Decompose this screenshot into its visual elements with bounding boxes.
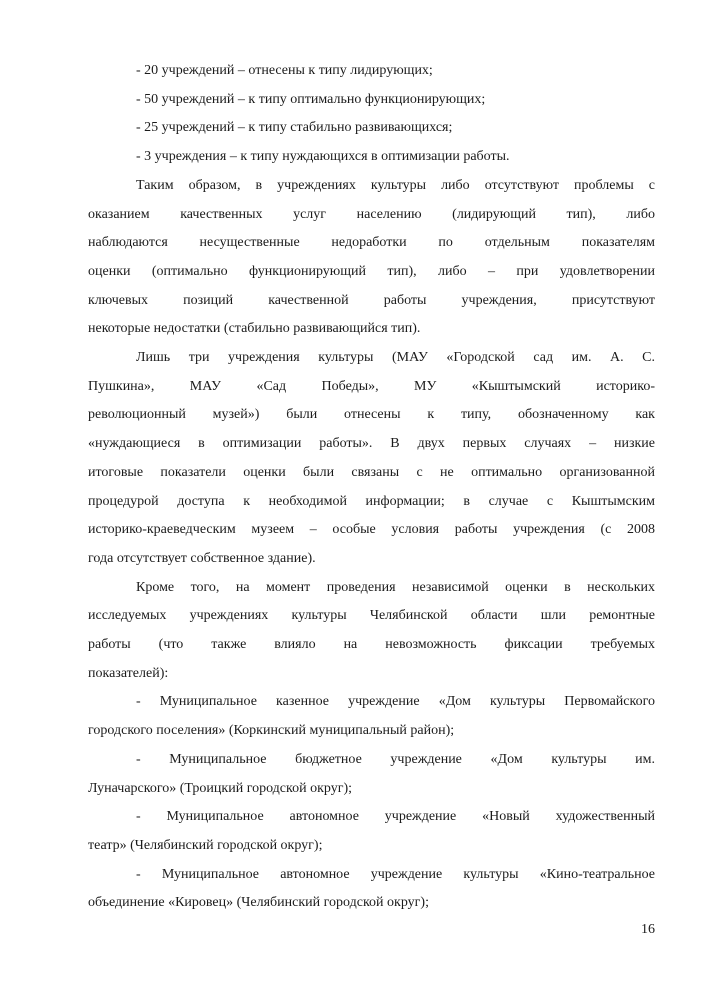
text-line: Таким образом, в учреждениях культуры либо отсутствуют проблемы с	[136, 177, 655, 193]
text-line: Кроме того, на момент проведения независимой оценки в нескольких	[136, 579, 655, 595]
text-line: объединение «Кировец» (Челябинский городской округ);	[88, 895, 429, 911]
text-line: Лишь три учреждения культуры (МАУ «Городской сад им. А. С.	[136, 350, 655, 366]
text-line: года отсутствует собственное здание).	[88, 550, 316, 566]
paragraph	[88, 803, 655, 860]
paragraph	[88, 172, 655, 344]
paragraph	[88, 114, 655, 143]
text-line: итоговые показатели оценки были связаны с не оптимально организованной	[88, 464, 655, 480]
paragraph	[88, 861, 655, 918]
text-line: театр» (Челябинский городской округ);	[88, 837, 323, 853]
text-line: ключевых позиций качественной работы учреждения, присутствуют	[88, 292, 655, 308]
text-line: процедурой доступа к необходимой информации; в случае с Кыштымским	[88, 493, 655, 509]
paragraph	[88, 57, 655, 86]
text-line: исследуемых учреждениях культуры Челябинской области шли ремонтные	[88, 608, 655, 624]
text-line: - 25 учреждений – к типу стабильно развивающихся;	[136, 120, 453, 136]
paragraph	[88, 574, 655, 689]
text-line: - Муниципальное автономное учреждение культуры «Кино-театральное	[136, 866, 655, 882]
text-line: историко-краеведческим музеем – особые условия работы учреждения (с 2008	[88, 522, 655, 538]
text-line: оказанием качественных услуг населению (лидирующий тип), либо	[88, 206, 655, 222]
paragraph	[88, 86, 655, 115]
text-line: - 3 учреждения – к типу нуждающихся в оптимизации работы.	[136, 149, 510, 165]
document-body	[88, 57, 655, 918]
paragraph	[88, 746, 655, 803]
text-line: - Муниципальное автономное учреждение «Новый художественный	[136, 809, 655, 825]
text-line: революционный музей») были отнесены к типу, обозначенному как	[88, 407, 655, 423]
text-line: - Муниципальное бюджетное учреждение «Дом культуры им.	[136, 751, 655, 767]
text-line: некоторые недостатки (стабильно развивающийся тип).	[88, 321, 421, 337]
text-line: Луначарского» (Троицкий городской округ);	[88, 780, 353, 796]
text-line: - 20 учреждений – отнесены к типу лидирующих;	[136, 63, 433, 78]
text-line: показателей):	[88, 665, 169, 681]
text-line: - 50 учреждений – к типу оптимально функционирующих;	[136, 91, 486, 107]
paragraph	[88, 143, 655, 172]
paragraph	[88, 688, 655, 745]
text-line: городского поселения» (Коркинский муниципальный район);	[88, 723, 455, 739]
text-line: - Муниципальное казенное учреждение «Дом культуры Первомайского	[136, 694, 655, 710]
paragraph	[88, 344, 655, 574]
text-line: «нуждающиеся в оптимизации работы». В двух первых случаях – низкие	[88, 436, 655, 452]
page-number: 16	[641, 922, 655, 937]
text-line: Пушкина», МАУ «Сад Победы», МУ «Кыштымский историко-	[88, 378, 655, 394]
text-line: наблюдаются несущественные недоработки по отдельным показателям	[88, 235, 655, 251]
text-line: работы (что также влияло на невозможность фиксации требуемых	[88, 637, 655, 653]
text-line: оценки (оптимально функционирующий тип), либо – при удовлетворении	[88, 263, 655, 279]
